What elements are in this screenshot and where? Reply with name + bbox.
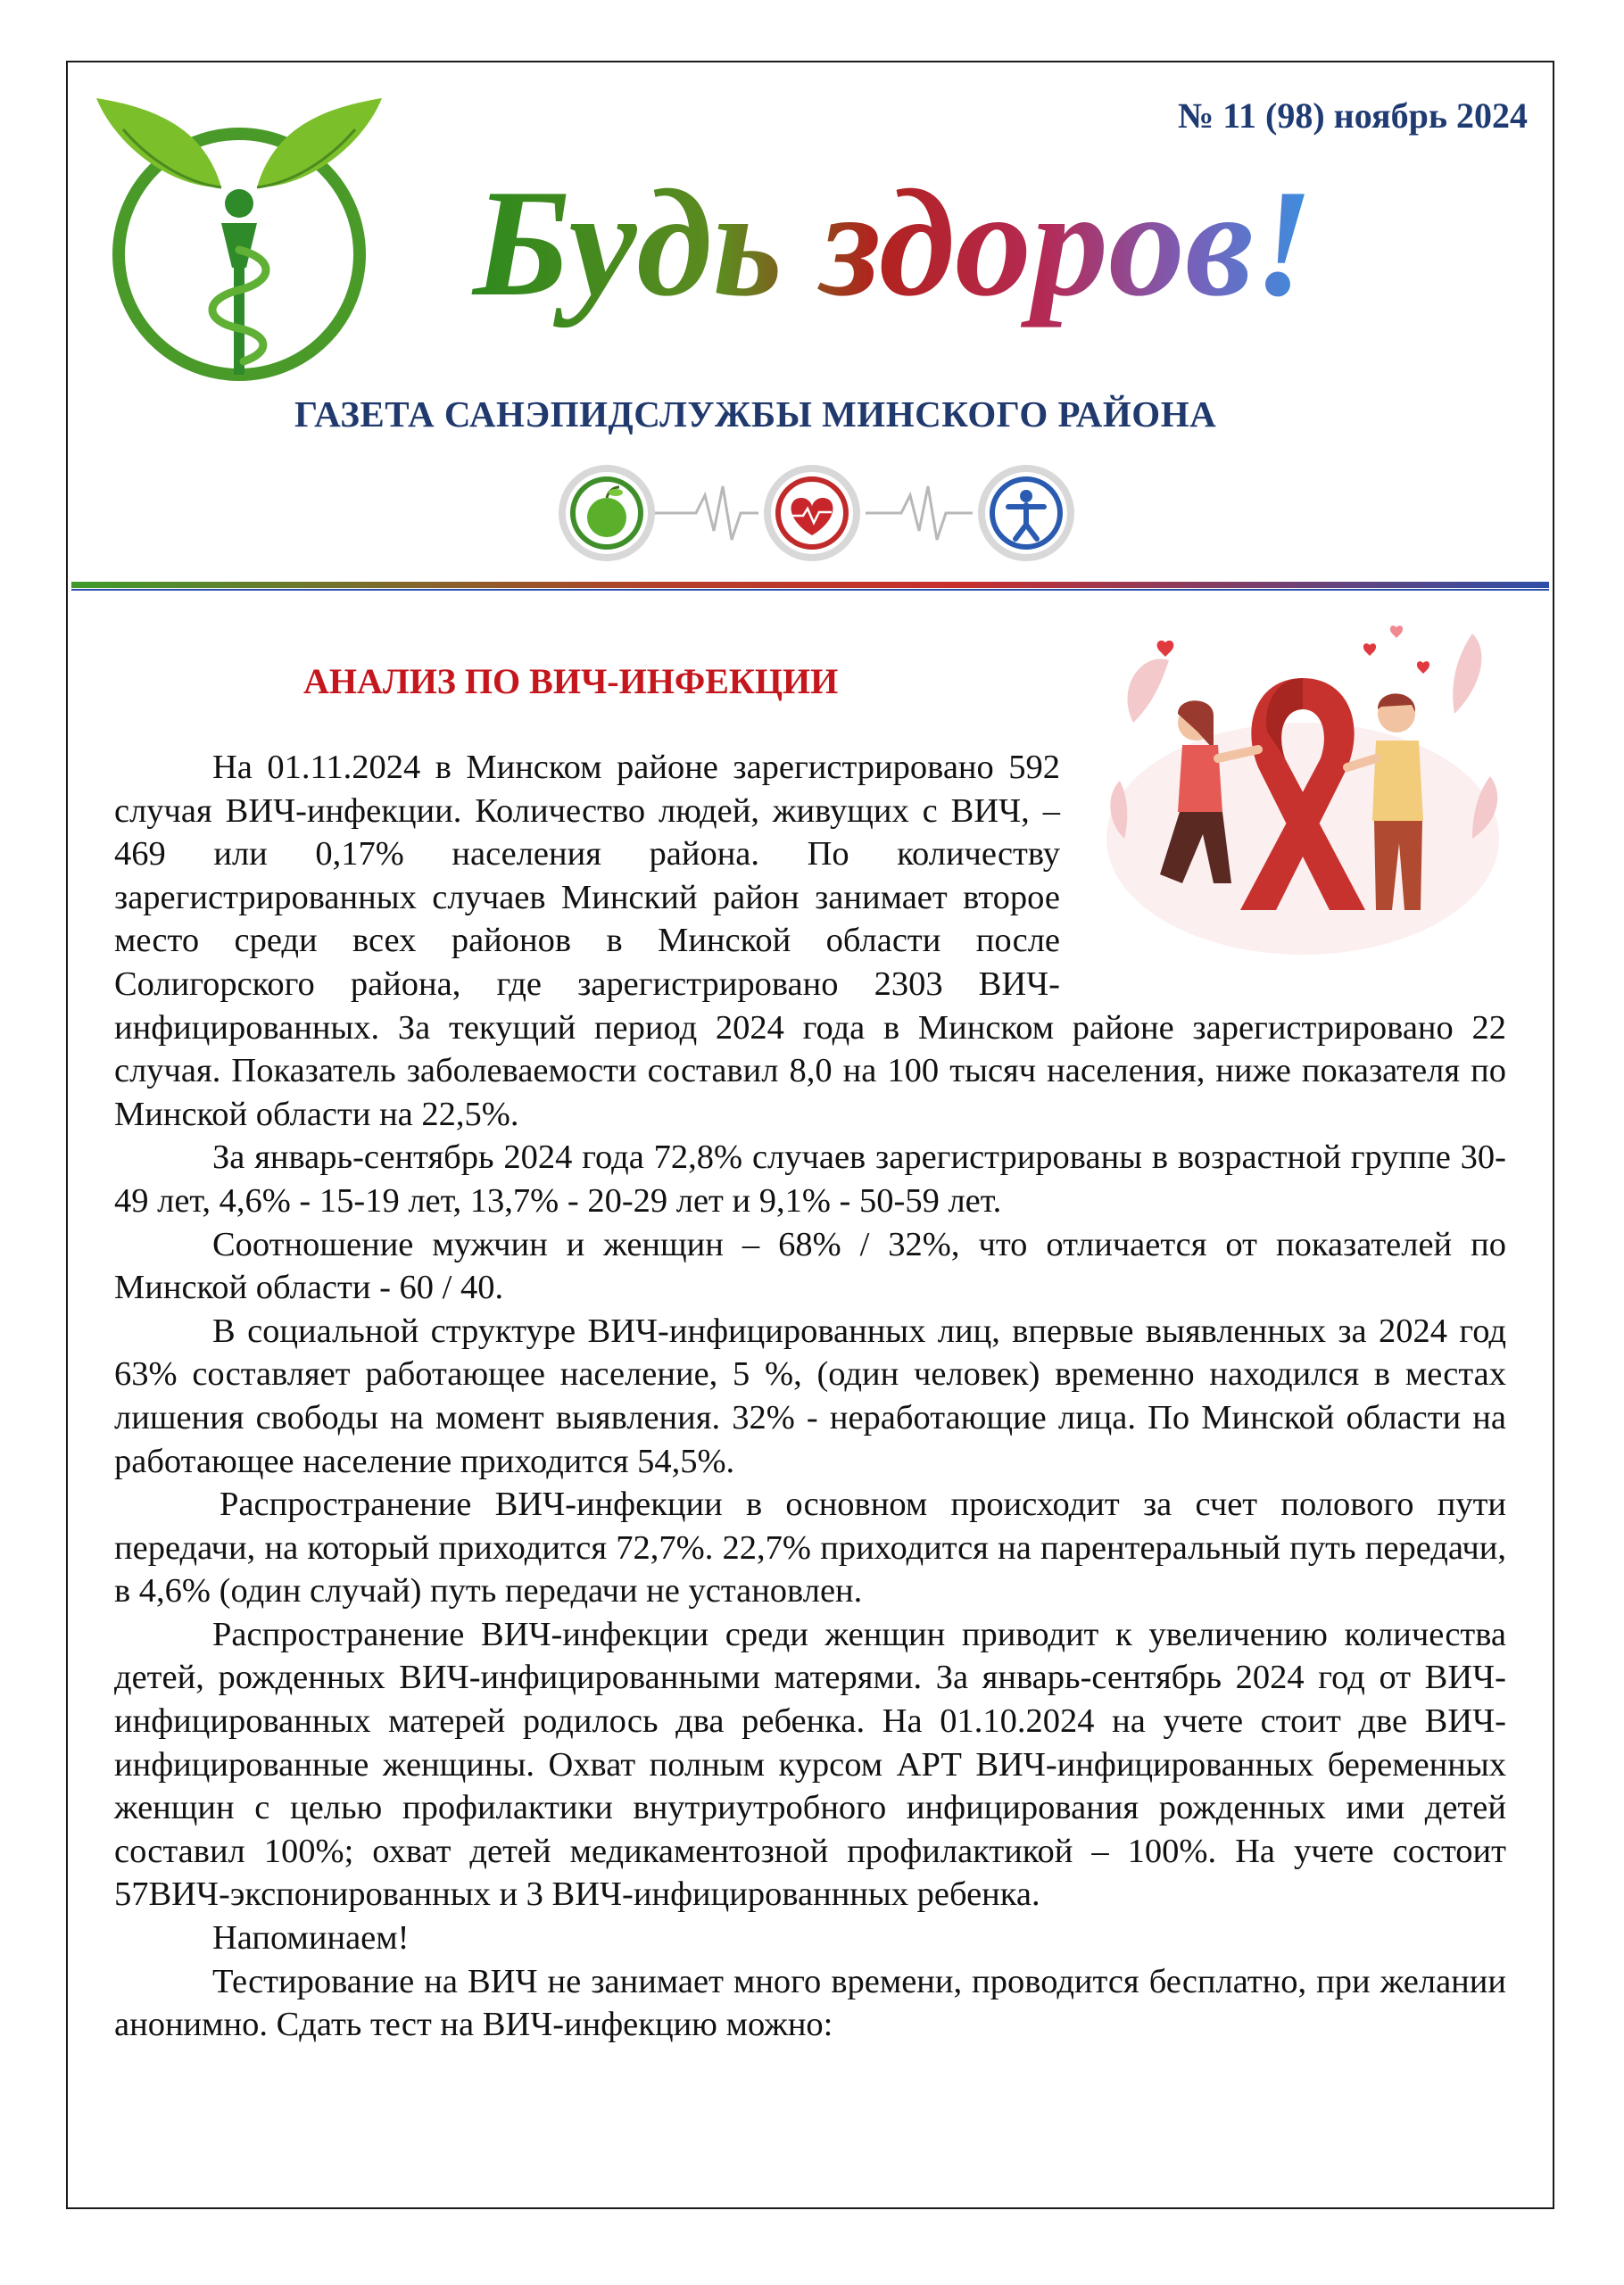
- header-divider-line: [71, 589, 1549, 591]
- paragraph-reminder: Напоминаем!: [212, 1919, 410, 1958]
- newspaper-title: [464, 152, 1535, 348]
- sanepid-logo-icon: [87, 89, 391, 393]
- issue-number: № 11 (98) ноябрь 2024: [1178, 95, 1528, 136]
- health-icons-row: [553, 446, 1089, 580]
- heart-pulse-icon: [767, 468, 857, 558]
- paragraph-1: На 01.11.2024 в Минском районе зарегистрировано 592 случая ВИЧ-инфекции. Количество людей, живущих с ВИЧ, – 469 или 0,17% населения района. По количеству зарегистрированных случаев Минский район занимает второе место среди всех районов в Минской области после Солигорского района, где зарегистрировано 2303 ВИЧ-инфицированных. За текущий период 2024 года в Минском районе зарегистрировано 22 случая. Показатель заболеваемости составил 8,0 на 100 тысяч населения, ниже показателя по Минской области на 22,5%.: [114, 749, 1506, 1133]
- paragraph-5: Распространение ВИЧ-инфекции в основном происходит за счет полового пути передачи, на который приходится 72,7%. 22,7% приходится на парентеральный путь передачи, в 4,6% (один случай) путь передачи не установлен.: [114, 1486, 1506, 1610]
- article-title: АНАЛИЗ ПО ВИЧ-ИНФЕКЦИИ: [303, 661, 839, 701]
- illustration-spacer: [1060, 746, 1506, 987]
- person-icon: [982, 468, 1071, 558]
- title-text: Будь здоров!: [473, 159, 1313, 328]
- paragraph-7: Тестирование на ВИЧ не занимает много времени, проводится бесплатно, при желании анонимно. Сдать тест на ВИЧ-инфекцию можно:: [114, 1962, 1506, 2044]
- paragraph-6: Распространение ВИЧ-инфекции среди женщин приводит к увеличению количества детей, рожденных ВИЧ-инфицированными матерями. За январь-сентябрь 2024 год от ВИЧ-инфицированных матерей родилось два ребенка. На 01.10.2024 на учете стоит две ВИЧ-инфицированные женщины. Охват полным курсом АРТ ВИЧ-инфицированных беременных женщин с целью профилактики внутриутробного инфицирования рожденных ими детей составил 100%; охват детей медикаментозной профилактикой – 100%. На учете состоит 57ВИЧ-экспонированных и 3 ВИЧ-инфицированнных ребенка.: [114, 1615, 1506, 1914]
- apple-icon: [562, 468, 651, 558]
- paragraph-2: За январь-сентябрь 2024 года 72,8% случаев зарегистрированы в возрастной группе 30-49 лет, 4,6% - 15-19 лет, 13,7% - 20-29 лет и 9,1% - 50-59 лет.: [114, 1138, 1506, 1220]
- paragraph-4: В социальной структуре ВИЧ-инфицированных лиц, впервые выявленных за 2024 год 63% составляет работающее население, 5 %, (один человек) временно находился в местах лишения свободы на момент выявления. 32% - неработающие лица. По Минской области на работающее население приходится 54,5%.: [114, 1312, 1506, 1480]
- header-divider: [71, 582, 1549, 588]
- newspaper-subtitle: ГАЗЕТА САНЭПИДСЛУЖБЫ МИНСКОГО РАЙОНА: [294, 393, 1217, 435]
- article-body: [114, 746, 1506, 2047]
- paragraph-3: Соотношение мужчин и женщин – 68% / 32%, что отличается от показателей по Минской области - 60 / 40.: [114, 1225, 1506, 1307]
